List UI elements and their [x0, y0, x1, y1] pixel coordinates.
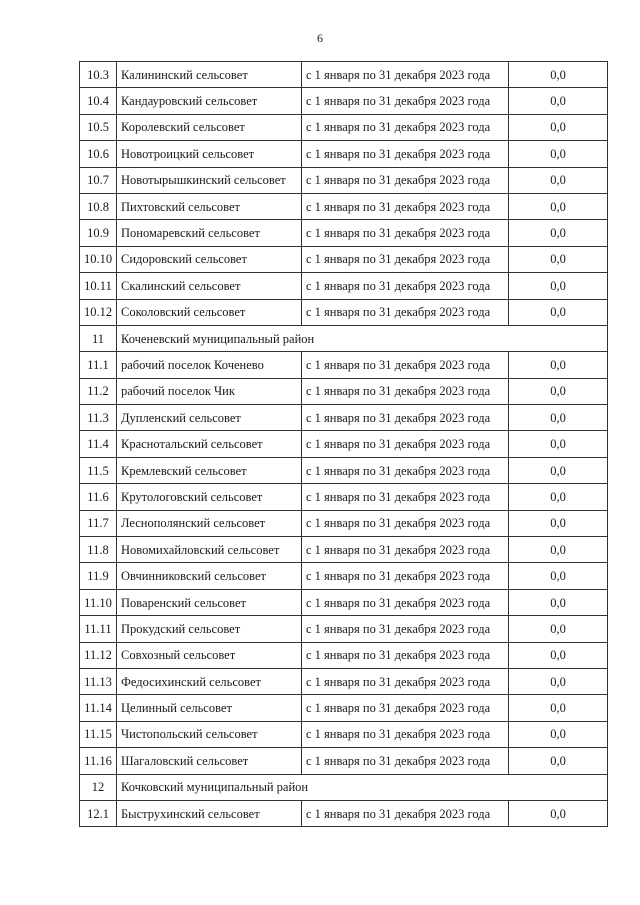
- settlement-name-cell: Сидоровский сельсовет: [117, 246, 302, 272]
- row-number-cell: 10.8: [80, 193, 117, 219]
- page-number: 6: [317, 31, 323, 45]
- settlement-name-cell: Федосихинский сельсовет: [117, 668, 302, 694]
- row-number-cell: 11.1: [80, 352, 117, 378]
- row-number-cell: 11.10: [80, 589, 117, 615]
- period-cell: с 1 января по 31 декабря 2023 года: [302, 273, 509, 299]
- row-number-cell: 11.12: [80, 642, 117, 668]
- row-number-cell: 11.3: [80, 405, 117, 431]
- value-cell: 0,0: [509, 748, 608, 774]
- row-number-cell: 11.5: [80, 457, 117, 483]
- settlements-table: [79, 61, 608, 827]
- settlement-name-cell: рабочий поселок Коченево: [117, 352, 302, 378]
- settlement-name-cell: Шагаловский сельсовет: [117, 748, 302, 774]
- period-cell: с 1 января по 31 декабря 2023 года: [302, 721, 509, 747]
- value-cell: 0,0: [509, 352, 608, 378]
- row-number-cell: 11.11: [80, 616, 117, 642]
- row-number-cell: 10.11: [80, 273, 117, 299]
- period-cell: с 1 января по 31 декабря 2023 года: [302, 748, 509, 774]
- table-row: [80, 88, 608, 114]
- period-cell: с 1 января по 31 декабря 2023 года: [302, 299, 509, 325]
- settlement-name-cell: Быструхинский сельсовет: [117, 800, 302, 826]
- period-cell: с 1 января по 31 декабря 2023 года: [302, 378, 509, 404]
- row-number-cell: 10.7: [80, 167, 117, 193]
- period-cell: с 1 января по 31 декабря 2023 года: [302, 668, 509, 694]
- period-cell: с 1 января по 31 декабря 2023 года: [302, 88, 509, 114]
- period-cell: с 1 января по 31 декабря 2023 года: [302, 695, 509, 721]
- row-number-cell: 10.3: [80, 62, 117, 88]
- period-cell: с 1 января по 31 декабря 2023 года: [302, 220, 509, 246]
- table-row: [80, 273, 608, 299]
- group-name-cell: Кочковский муниципальный район: [117, 774, 608, 800]
- group-number-cell: 11: [80, 325, 117, 351]
- table-row: [80, 800, 608, 826]
- value-cell: 0,0: [509, 537, 608, 563]
- value-cell: 0,0: [509, 299, 608, 325]
- table-row: [80, 405, 608, 431]
- table-row: [80, 457, 608, 483]
- value-cell: 0,0: [509, 695, 608, 721]
- value-cell: 0,0: [509, 668, 608, 694]
- period-cell: с 1 января по 31 декабря 2023 года: [302, 589, 509, 615]
- period-cell: с 1 января по 31 декабря 2023 года: [302, 563, 509, 589]
- value-cell: 0,0: [509, 431, 608, 457]
- settlement-name-cell: Овчинниковский сельсовет: [117, 563, 302, 589]
- settlement-name-cell: Совхозный сельсовет: [117, 642, 302, 668]
- table-row: [80, 537, 608, 563]
- settlement-name-cell: Новотроицкий сельсовет: [117, 141, 302, 167]
- settlement-name-cell: Кандауровский сельсовет: [117, 88, 302, 114]
- value-cell: 0,0: [509, 405, 608, 431]
- table-row: [80, 431, 608, 457]
- table-row: [80, 484, 608, 510]
- row-number-cell: 10.9: [80, 220, 117, 246]
- settlement-name-cell: Крутологовский сельсовет: [117, 484, 302, 510]
- value-cell: 0,0: [509, 589, 608, 615]
- period-cell: с 1 января по 31 декабря 2023 года: [302, 405, 509, 431]
- table-body: [80, 62, 608, 827]
- table-row: [80, 378, 608, 404]
- row-number-cell: 11.8: [80, 537, 117, 563]
- row-number-cell: 10.12: [80, 299, 117, 325]
- table-row: [80, 642, 608, 668]
- settlement-name-cell: Дупленский сельсовет: [117, 405, 302, 431]
- value-cell: 0,0: [509, 273, 608, 299]
- settlement-name-cell: Леснополянский сельсовет: [117, 510, 302, 536]
- settlement-name-cell: рабочий поселок Чик: [117, 378, 302, 404]
- period-cell: с 1 января по 31 декабря 2023 года: [302, 800, 509, 826]
- period-cell: с 1 января по 31 декабря 2023 года: [302, 510, 509, 536]
- period-cell: с 1 января по 31 декабря 2023 года: [302, 114, 509, 140]
- table-row: [80, 62, 608, 88]
- period-cell: с 1 января по 31 декабря 2023 года: [302, 62, 509, 88]
- settlement-name-cell: Целинный сельсовет: [117, 695, 302, 721]
- period-cell: с 1 января по 31 декабря 2023 года: [302, 167, 509, 193]
- period-cell: с 1 января по 31 декабря 2023 года: [302, 193, 509, 219]
- row-number-cell: 11.6: [80, 484, 117, 510]
- period-cell: с 1 января по 31 декабря 2023 года: [302, 141, 509, 167]
- table-row: [80, 352, 608, 378]
- settlement-name-cell: Скалинский сельсовет: [117, 273, 302, 299]
- value-cell: 0,0: [509, 721, 608, 747]
- value-cell: 0,0: [509, 642, 608, 668]
- row-number-cell: 10.10: [80, 246, 117, 272]
- row-number-cell: 11.13: [80, 668, 117, 694]
- table-row: [80, 299, 608, 325]
- table-row: [80, 220, 608, 246]
- group-row: [80, 325, 608, 351]
- table-row: [80, 695, 608, 721]
- value-cell: 0,0: [509, 616, 608, 642]
- value-cell: 0,0: [509, 484, 608, 510]
- period-cell: с 1 января по 31 декабря 2023 года: [302, 352, 509, 378]
- table-row: [80, 167, 608, 193]
- row-number-cell: 11.15: [80, 721, 117, 747]
- table-row: [80, 510, 608, 536]
- table-row: [80, 721, 608, 747]
- row-number-cell: 11.4: [80, 431, 117, 457]
- table-row: [80, 193, 608, 219]
- settlement-name-cell: Пономаревский сельсовет: [117, 220, 302, 246]
- value-cell: 0,0: [509, 141, 608, 167]
- settlement-name-cell: Чистопольский сельсовет: [117, 721, 302, 747]
- row-number-cell: 12.1: [80, 800, 117, 826]
- table-row: [80, 563, 608, 589]
- period-cell: с 1 января по 31 декабря 2023 года: [302, 616, 509, 642]
- period-cell: с 1 января по 31 декабря 2023 года: [302, 484, 509, 510]
- settlement-name-cell: Новомихайловский сельсовет: [117, 537, 302, 563]
- row-number-cell: 11.14: [80, 695, 117, 721]
- row-number-cell: 10.6: [80, 141, 117, 167]
- row-number-cell: 11.16: [80, 748, 117, 774]
- value-cell: 0,0: [509, 220, 608, 246]
- table-row: [80, 616, 608, 642]
- value-cell: 0,0: [509, 800, 608, 826]
- table-row: [80, 141, 608, 167]
- settlement-name-cell: Соколовский сельсовет: [117, 299, 302, 325]
- period-cell: с 1 января по 31 декабря 2023 года: [302, 537, 509, 563]
- row-number-cell: 11.7: [80, 510, 117, 536]
- value-cell: 0,0: [509, 62, 608, 88]
- table-row: [80, 748, 608, 774]
- settlement-name-cell: Новотырышкинский сельсовет: [117, 167, 302, 193]
- settlement-name-cell: Королевский сельсовет: [117, 114, 302, 140]
- table-row: [80, 246, 608, 272]
- period-cell: с 1 января по 31 декабря 2023 года: [302, 246, 509, 272]
- value-cell: 0,0: [509, 510, 608, 536]
- value-cell: 0,0: [509, 167, 608, 193]
- period-cell: с 1 января по 31 декабря 2023 года: [302, 431, 509, 457]
- settlement-name-cell: Поваренский сельсовет: [117, 589, 302, 615]
- period-cell: с 1 января по 31 декабря 2023 года: [302, 457, 509, 483]
- value-cell: 0,0: [509, 378, 608, 404]
- settlement-name-cell: Кремлевский сельсовет: [117, 457, 302, 483]
- value-cell: 0,0: [509, 193, 608, 219]
- settlement-name-cell: Краснотальский сельсовет: [117, 431, 302, 457]
- value-cell: 0,0: [509, 246, 608, 272]
- row-number-cell: 10.4: [80, 88, 117, 114]
- settlement-name-cell: Калининский сельсовет: [117, 62, 302, 88]
- group-row: [80, 774, 608, 800]
- settlement-name-cell: Прокудский сельсовет: [117, 616, 302, 642]
- table-row: [80, 668, 608, 694]
- row-number-cell: 10.5: [80, 114, 117, 140]
- group-name-cell: Коченевский муниципальный район: [117, 325, 608, 351]
- row-number-cell: 11.9: [80, 563, 117, 589]
- table-row: [80, 589, 608, 615]
- table-row: [80, 114, 608, 140]
- group-number-cell: 12: [80, 774, 117, 800]
- period-cell: с 1 января по 31 декабря 2023 года: [302, 642, 509, 668]
- value-cell: 0,0: [509, 457, 608, 483]
- settlement-name-cell: Пихтовский сельсовет: [117, 193, 302, 219]
- row-number-cell: 11.2: [80, 378, 117, 404]
- value-cell: 0,0: [509, 563, 608, 589]
- value-cell: 0,0: [509, 88, 608, 114]
- value-cell: 0,0: [509, 114, 608, 140]
